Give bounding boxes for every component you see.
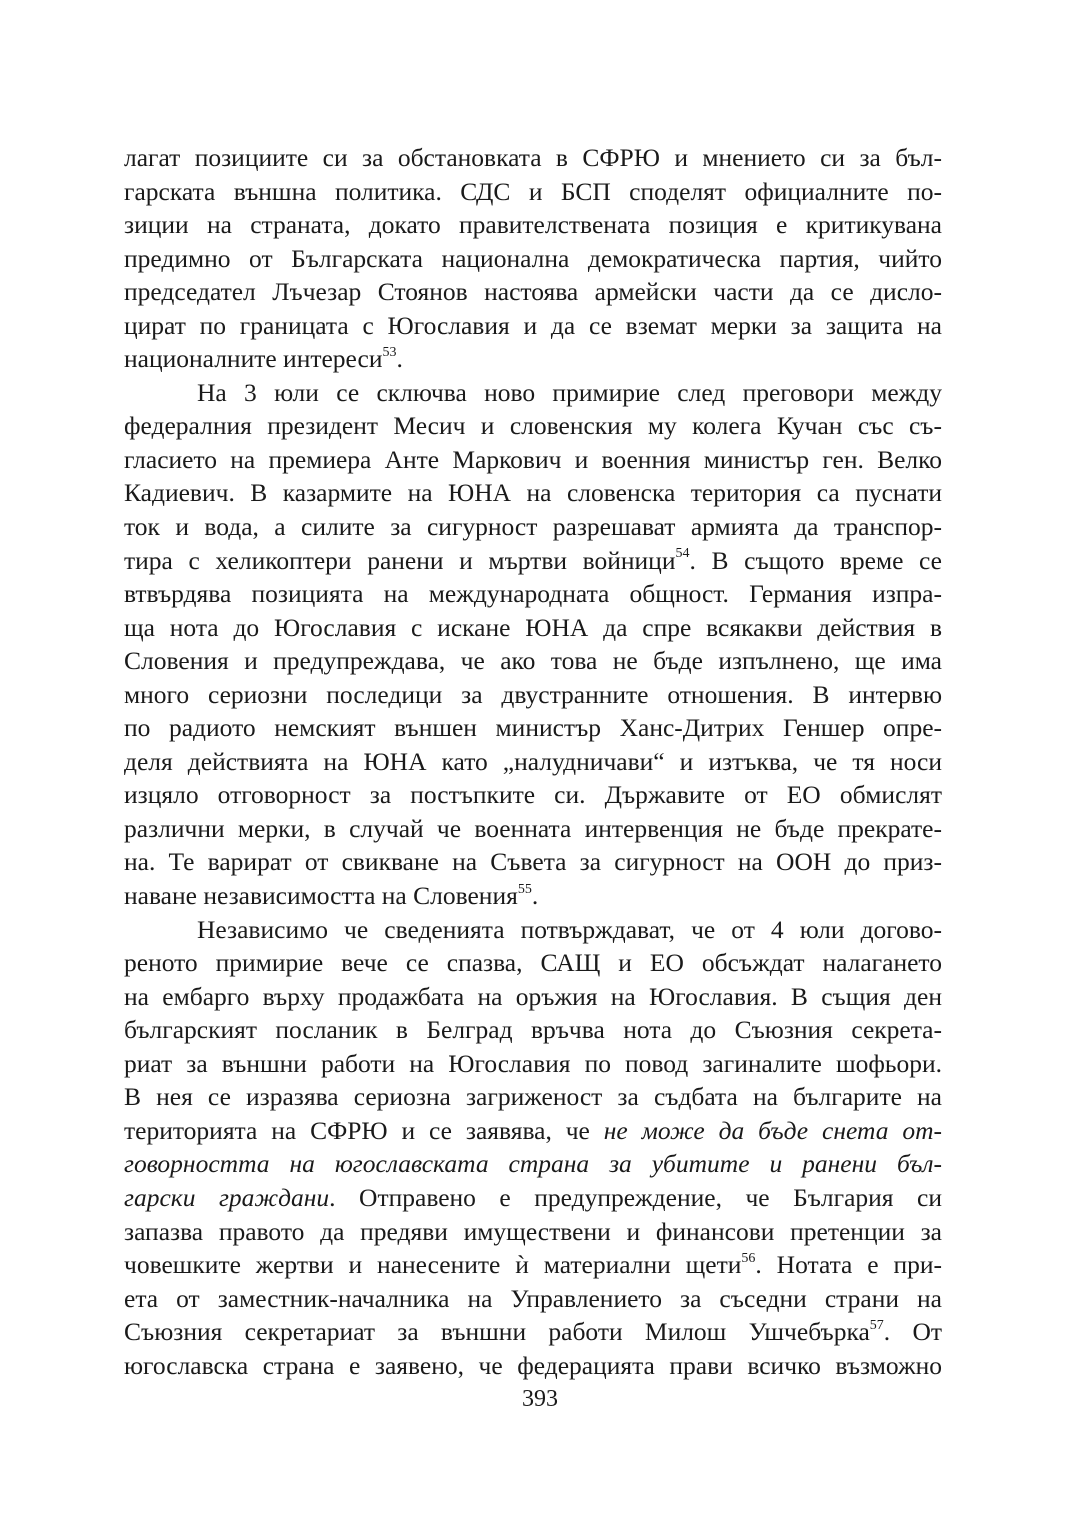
italic-quote: говорността на югославската страна за убитите и ранени бъл- — [124, 1149, 942, 1179]
text-segment: Независимо че сведенията потвърждават, че от 4 юли догово- — [197, 914, 942, 944]
text-line — [124, 1147, 942, 1181]
text-segment: националните интереси — [124, 344, 383, 374]
text-segment: югославска страна е заявено, че федерацията прави всичко възможно — [124, 1350, 942, 1380]
text-line — [124, 409, 942, 443]
text-segment: тира с хеликоптери ранени и мъртви войници — [124, 545, 676, 575]
text-segment: човешките жертви и нанесените ѝ материални щети — [124, 1250, 742, 1280]
text-segment: зиции на страната, докато правителствената позиция е критикувана — [124, 210, 942, 240]
text-line — [124, 1248, 942, 1282]
text-line — [124, 1013, 942, 1047]
text-line — [124, 913, 942, 947]
text-segment: На 3 юли се сключва ново примирие след преговори между — [197, 377, 942, 407]
text-segment: на ембарго върху продажбата на оръжия на Югославия. В същия ден — [124, 981, 942, 1011]
text-line — [124, 946, 942, 980]
text-line — [124, 778, 942, 812]
text-segment: по радиото немският външен министър Ханс-Дитрих Геншер опре- — [124, 713, 942, 743]
text-line — [124, 544, 942, 578]
italic-quote: гарски граждани — [124, 1182, 330, 1212]
text-line — [124, 1282, 942, 1316]
text-segment: федералния президент Месич и словенския му колега Кучан със съ- — [124, 411, 942, 441]
text-line — [124, 476, 942, 510]
text-segment: реното примирие вече се спазва, САЩ и ЕО обсъждат налагането — [124, 948, 942, 978]
text-line — [124, 275, 942, 309]
text-segment: . — [531, 881, 539, 911]
text-line — [124, 1114, 942, 1148]
text-line — [124, 141, 942, 175]
page-number: 393 — [522, 1386, 558, 1412]
text-segment: втвърдява позицията на международната общност. Германия изпра- — [124, 579, 942, 609]
text-segment: риат за външни работи на Югославия по повод загиналите шофьори. — [124, 1048, 942, 1078]
text-segment: . — [396, 344, 403, 374]
text-segment: ща нота до Югославия с искане ЮНА да спре всякакви действия в — [124, 612, 942, 642]
text-line — [124, 879, 942, 913]
text-segment: В нея се изразява сериозна загриженост за съдбата на българите на — [124, 1082, 942, 1112]
text-line — [124, 510, 942, 544]
text-segment: ток и вода, а силите за сигурност разрешават армията да транспор- — [124, 512, 942, 542]
text-line — [124, 577, 942, 611]
text-segment: ета от заместник-началника на Управлението за съседни страни на — [124, 1283, 942, 1313]
footnote-marker: 54 — [675, 546, 690, 562]
text-segment: гарската външна политика. СДС и БСП споделят официалните по- — [124, 176, 942, 206]
text-line — [124, 443, 942, 477]
text-segment: изцяло отговорност за постъпките си. Държавите от ЕО обмислят — [124, 780, 942, 810]
text-line — [124, 812, 942, 846]
text-line — [124, 845, 942, 879]
text-segment: Кадиевич. В казармите на ЮНА на словенска територия са пуснати — [124, 478, 942, 508]
text-segment: Съюзния секретариат за външни работи Милош Ушчебърка — [124, 1317, 870, 1347]
text-segment: лагат позициите си за обстановката в СФРЮ и мнението си за бъл- — [124, 143, 942, 172]
text-segment: наване независимостта на Словения — [124, 881, 518, 911]
text-segment: запазва правото да предяви имуществени и финансови претенции за — [124, 1216, 942, 1246]
text-segment: цират по границата с Югославия и да се вземат мерки за защита на — [124, 310, 942, 340]
text-segment: различни мерки, в случай че военната интервенция не бъде прекрате- — [124, 813, 942, 843]
text-line — [124, 1080, 942, 1114]
footnote-marker: 56 — [741, 1250, 756, 1266]
text-line — [124, 711, 942, 745]
footnote-marker: 53 — [382, 344, 397, 360]
text-line — [124, 376, 942, 410]
text-segment: . Отправено е предупреждение, че България си — [329, 1182, 942, 1212]
text-segment: на. Те варират от свикване на Съвета за сигурност на ООН до приз- — [124, 847, 942, 877]
text-line — [124, 1349, 942, 1383]
text-line — [124, 342, 942, 376]
text-line — [124, 1181, 942, 1215]
text-line — [124, 644, 942, 678]
text-line — [124, 309, 942, 343]
text-segment: . От — [883, 1317, 943, 1347]
text-line — [124, 980, 942, 1014]
text-segment: гласието на премиера Анте Маркович и военния министър ген. Велко — [124, 444, 942, 474]
text-line — [124, 242, 942, 276]
text-line — [124, 1315, 942, 1349]
footnote-marker: 55 — [517, 881, 532, 897]
text-line — [124, 1215, 942, 1249]
text-line — [124, 745, 942, 779]
page-body — [124, 141, 942, 1382]
text-segment: българският посланик в Белград връчва нота до Съюзния секрета- — [124, 1015, 942, 1045]
footnote-marker: 57 — [869, 1317, 884, 1333]
text-line — [124, 1047, 942, 1081]
text-segment: предимно от Българската национална демократическа партия, чийто — [124, 243, 942, 273]
text-segment: много сериозни последици за двустранните отношения. В интервю — [124, 679, 942, 709]
text-line — [124, 678, 942, 712]
text-segment: Словения и предупреждава, че ако това не бъде изпълнено, ще има — [124, 646, 942, 676]
text-line — [124, 611, 942, 645]
text-line — [124, 208, 942, 242]
text-line — [124, 175, 942, 209]
text-segment: деля действията на ЮНА като „налудничави“ и изтъква, че тя носи — [124, 746, 942, 776]
text-segment: . В същото време се — [689, 545, 942, 575]
text-segment: територията на СФРЮ и се заявява, че — [124, 1115, 604, 1145]
italic-quote: не може да бъде снета от- — [603, 1115, 942, 1145]
text-segment: председател Лъчезар Стоянов настоява армейски части да се дисло- — [124, 277, 942, 307]
text-segment: . Нотата е при- — [755, 1250, 942, 1280]
